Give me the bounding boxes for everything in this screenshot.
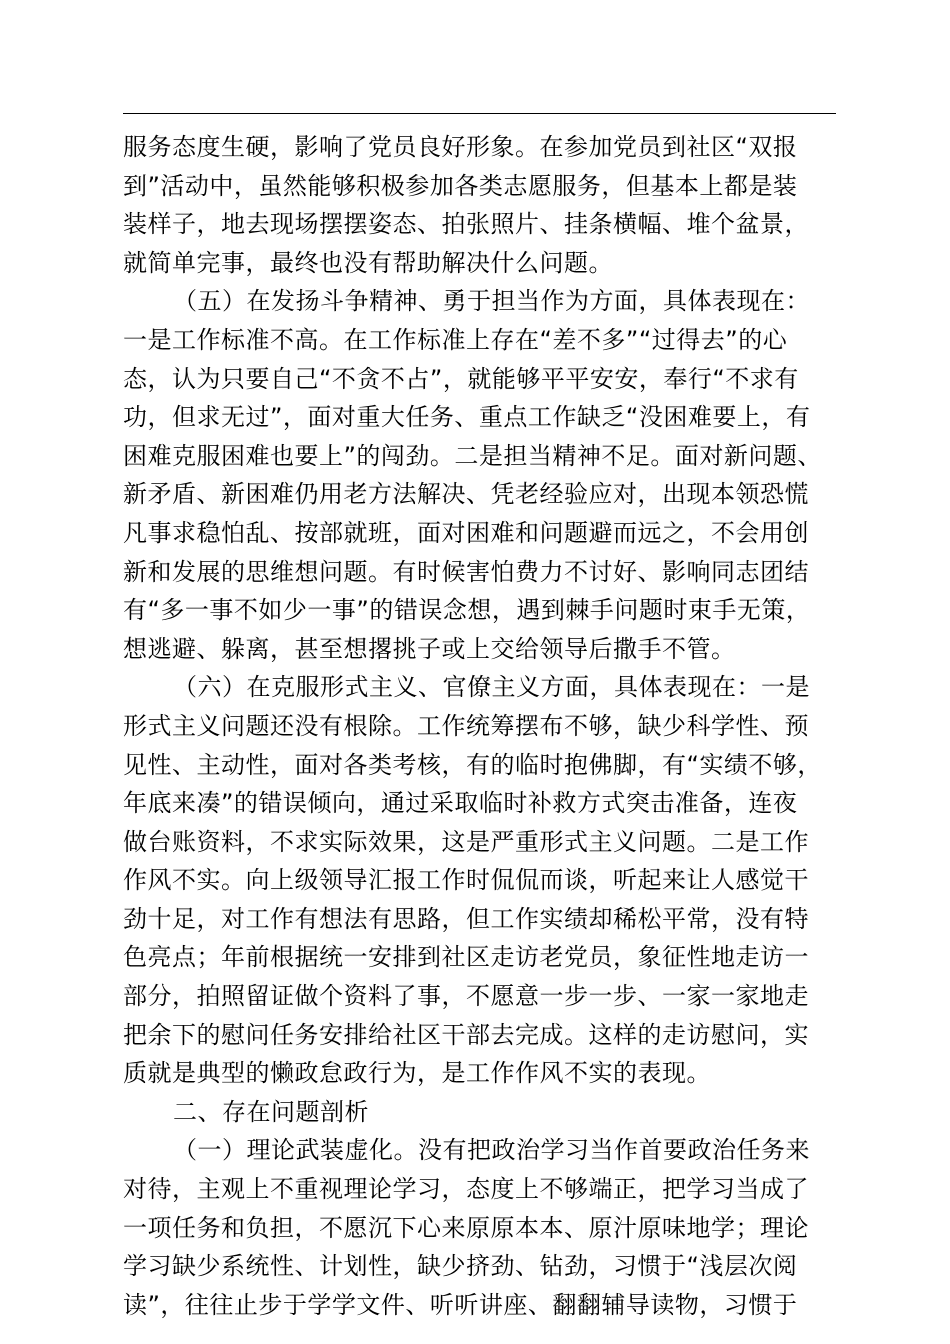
text-line: 见性、主动性，面对各类考核，有的临时抱佛脚，有“实绩不够， <box>123 750 822 779</box>
text-line: 有“多一事不如少一事”的错误念想，遇到棘手问题时束手无策， <box>123 596 811 625</box>
text-line: 质就是典型的懒政怠政行为，是工作作风不实的表现。 <box>123 1059 711 1088</box>
text-line: 装样子，地去现场摆摆姿态、拍张照片、挂条横幅、堆个盆景， <box>123 210 809 239</box>
text-line: 学习缺少系统性、计划性，缺少挤劲、钻劲，习惯于“浅层次阅 <box>123 1252 798 1281</box>
text-line: 新和发展的思维想问题。有时候害怕费力不讨好、影响同志团结 <box>123 557 809 586</box>
text-line: 服务态度生硬，影响了党员良好形象。在参加党员到社区“双报 <box>123 133 798 161</box>
section-heading-one: （一）理论武装虚化。没有把政治学习当作首要政治任务来 <box>173 1136 810 1165</box>
text-line: 功，但求无过”，面对重大任务、重点工作缺乏“没困难要上，有 <box>123 403 811 432</box>
text-line: 作风不实。向上级领导汇报工作时侃侃而谈，听起来让人感觉干 <box>123 866 809 895</box>
chapter-heading-two: 二、存在问题剖析 <box>173 1097 369 1126</box>
section-heading-six: （六）在克服形式主义、官僚主义方面，具体表现在：一是 <box>173 673 810 702</box>
text-line: 想逃避、躲离，甚至想撂挑子或上交给领导后撒手不管。 <box>123 634 736 663</box>
text-line: 年底来凑”的错误倾向，通过采取临时补救方式突击准备，连夜 <box>123 789 798 818</box>
text-line: 态，认为只要自己“不贪不占”，就能够平平安安，奉行“不求有 <box>123 364 799 393</box>
text-line: 形式主义问题还没有根除。工作统筹摆布不够，缺少科学性、预 <box>123 711 809 740</box>
section-heading-five: （五）在发扬斗争精神、勇于担当作为方面，具体表现在： <box>173 287 810 316</box>
header-rule <box>123 113 836 114</box>
text-line: 新矛盾、新困难仍用老方法解决、凭老经验应对，出现本领恐慌 <box>123 480 809 509</box>
text-line: 一项任务和负担，不愿沉下心来原原本本、原汁原味地学；理论 <box>123 1213 809 1242</box>
text-line: 劲十足，对工作有想法有思路，但工作实绩却稀松平常，没有特 <box>123 904 809 933</box>
text-line: 一是工作标准不高。在工作标准上存在“差不多”“过得去”的心 <box>123 325 788 354</box>
text-line: 凡事求稳怕乱、按部就班，面对困难和问题避而远之，不会用创 <box>123 518 809 547</box>
text-line: 困难克服困难也要上”的闯劲。二是担当精神不足。面对新问题、 <box>123 441 822 470</box>
text-line: 读”，往往止步于学学文件、听听讲座、翻翻辅导读物，习惯于 <box>123 1290 798 1319</box>
text-line: 对待，主观上不重视理论学习，态度上不够端正，把学习当成了 <box>123 1175 809 1204</box>
text-line: 到”活动中，虽然能够积极参加各类志愿服务，但基本上都是装 <box>123 171 798 200</box>
text-line: 部分，拍照留证做个资料了事，不愿意一步一步、一家一家地走 <box>123 982 809 1011</box>
text-line: 做台账资料，不求实际效果，这是严重形式主义问题。二是工作 <box>123 827 809 856</box>
document-body <box>123 128 863 1324</box>
text-line: 色亮点；年前根据统一安排到社区走访老党员，象征性地走访一 <box>123 943 809 972</box>
text-line: 把余下的慰问任务安排给社区干部去完成。这样的走访慰问，实 <box>123 1020 809 1049</box>
text-line: 就简单完事，最终也没有帮助解决什么问题。 <box>123 248 613 277</box>
